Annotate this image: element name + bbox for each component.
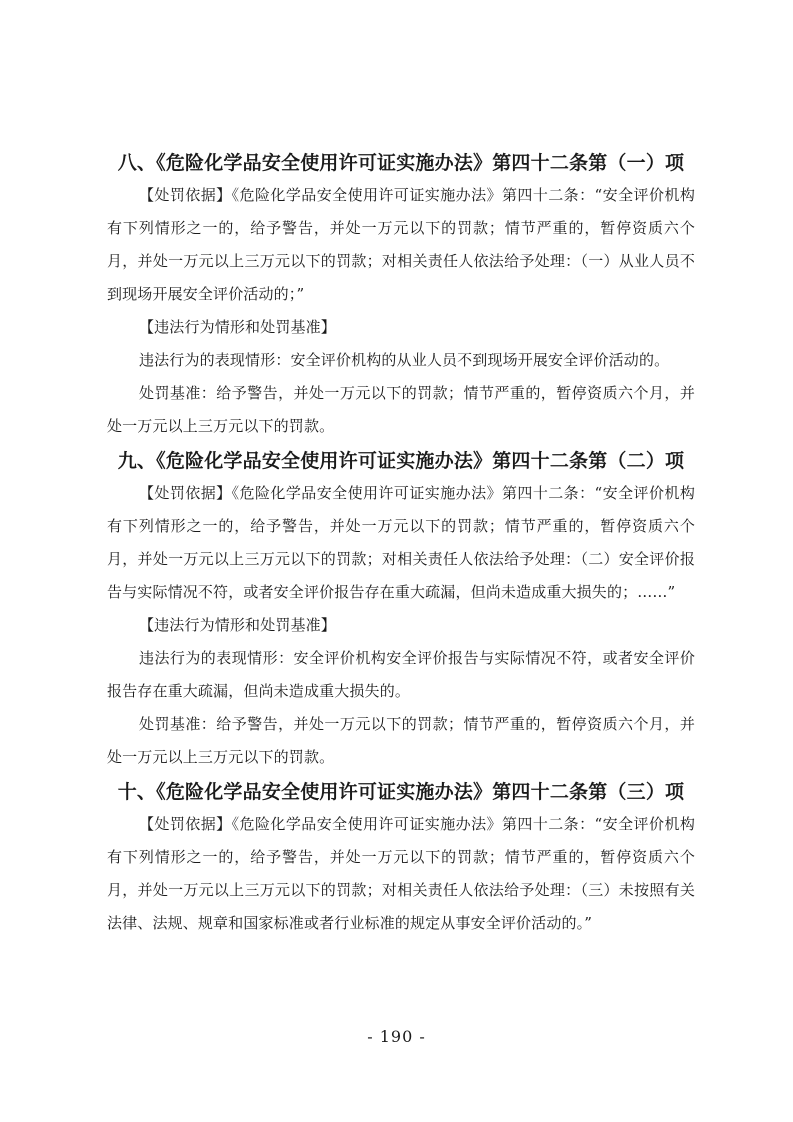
standard-label: 【违法行为情形和处罚基准】 — [139, 318, 336, 336]
section-heading-wrap — [107, 445, 695, 477]
section-heading: 九、《危险化学品安全使用许可证实施办法》第四十二条第（二）项 — [117, 450, 685, 472]
document-body — [107, 147, 695, 940]
page-number: - 190 - — [367, 1027, 426, 1046]
situation-paragraph: 违法行为的表现情形：安全评价机构的从业人员不到现场开展安全评价活动的。 — [139, 351, 670, 369]
situation-paragraph: 违法行为的表现情形：安全评价机构安全评价报告与实际情况不符，或者安全评价报告存在重大疏漏，但尚未造成重大损失的。 — [107, 649, 695, 700]
section-heading: 八、《危险化学品安全使用许可证实施办法》第四十二条第（一）项 — [117, 152, 685, 174]
penalty-basis-paragraph: 【处罚依据】《危险化学品安全使用许可证实施办法》第四十二条：“安全评价机构有下列情形之一的，给予警告，并处一万元以下的罚款；情节严重的，暂停资质六个月，并处一万元以上三万元以下的罚款；对相关责任人依法给予处理：（三）未按照有关法律、法规、规章和国家标准或者行业标准的规定从事安全评价活动的。” — [107, 815, 695, 932]
penalty-basis-paragraph: 【处罚依据】《危险化学品安全使用许可证实施办法》第四十二条：“安全评价机构有下列情形之一的，给予警告，并处一万元以下的罚款；情节严重的，暂停资质六个月，并处一万元以上三万元以下的罚款；对相关责任人依法给予处理：（二）安全评价报告与实际情况不符，或者安全评价报告存在重大疏漏，但尚未造成重大损失的；……” — [107, 484, 695, 601]
section-ten — [107, 776, 695, 940]
penalty-standard-paragraph: 处罚基准：给予警告，并处一万元以下的罚款；情节严重的，暂停资质六个月，并处一万元以上三万元以下的罚款。 — [107, 384, 695, 435]
section-heading: 十、《危险化学品安全使用许可证实施办法》第四十二条第（三）项 — [117, 781, 685, 803]
section-heading-wrap — [107, 776, 695, 808]
section-eight — [107, 147, 695, 443]
penalty-standard-paragraph: 处罚基准：给予警告，并处一万元以下的罚款；情节严重的，暂停资质六个月，并处一万元以上三万元以下的罚款。 — [107, 715, 695, 766]
standard-label: 【违法行为情形和处罚基准】 — [139, 616, 336, 634]
penalty-basis-paragraph: 【处罚依据】《危险化学品安全使用许可证实施办法》第四十二条：“安全评价机构有下列情形之一的，给予警告，并处一万元以下的罚款；情节严重的，暂停资质六个月，并处一万元以上三万元以下的罚款；对相关责任人依法给予处理：（一）从业人员不到现场开展安全评价活动的；” — [107, 186, 695, 303]
section-heading-wrap — [107, 147, 695, 179]
section-nine — [107, 445, 695, 774]
